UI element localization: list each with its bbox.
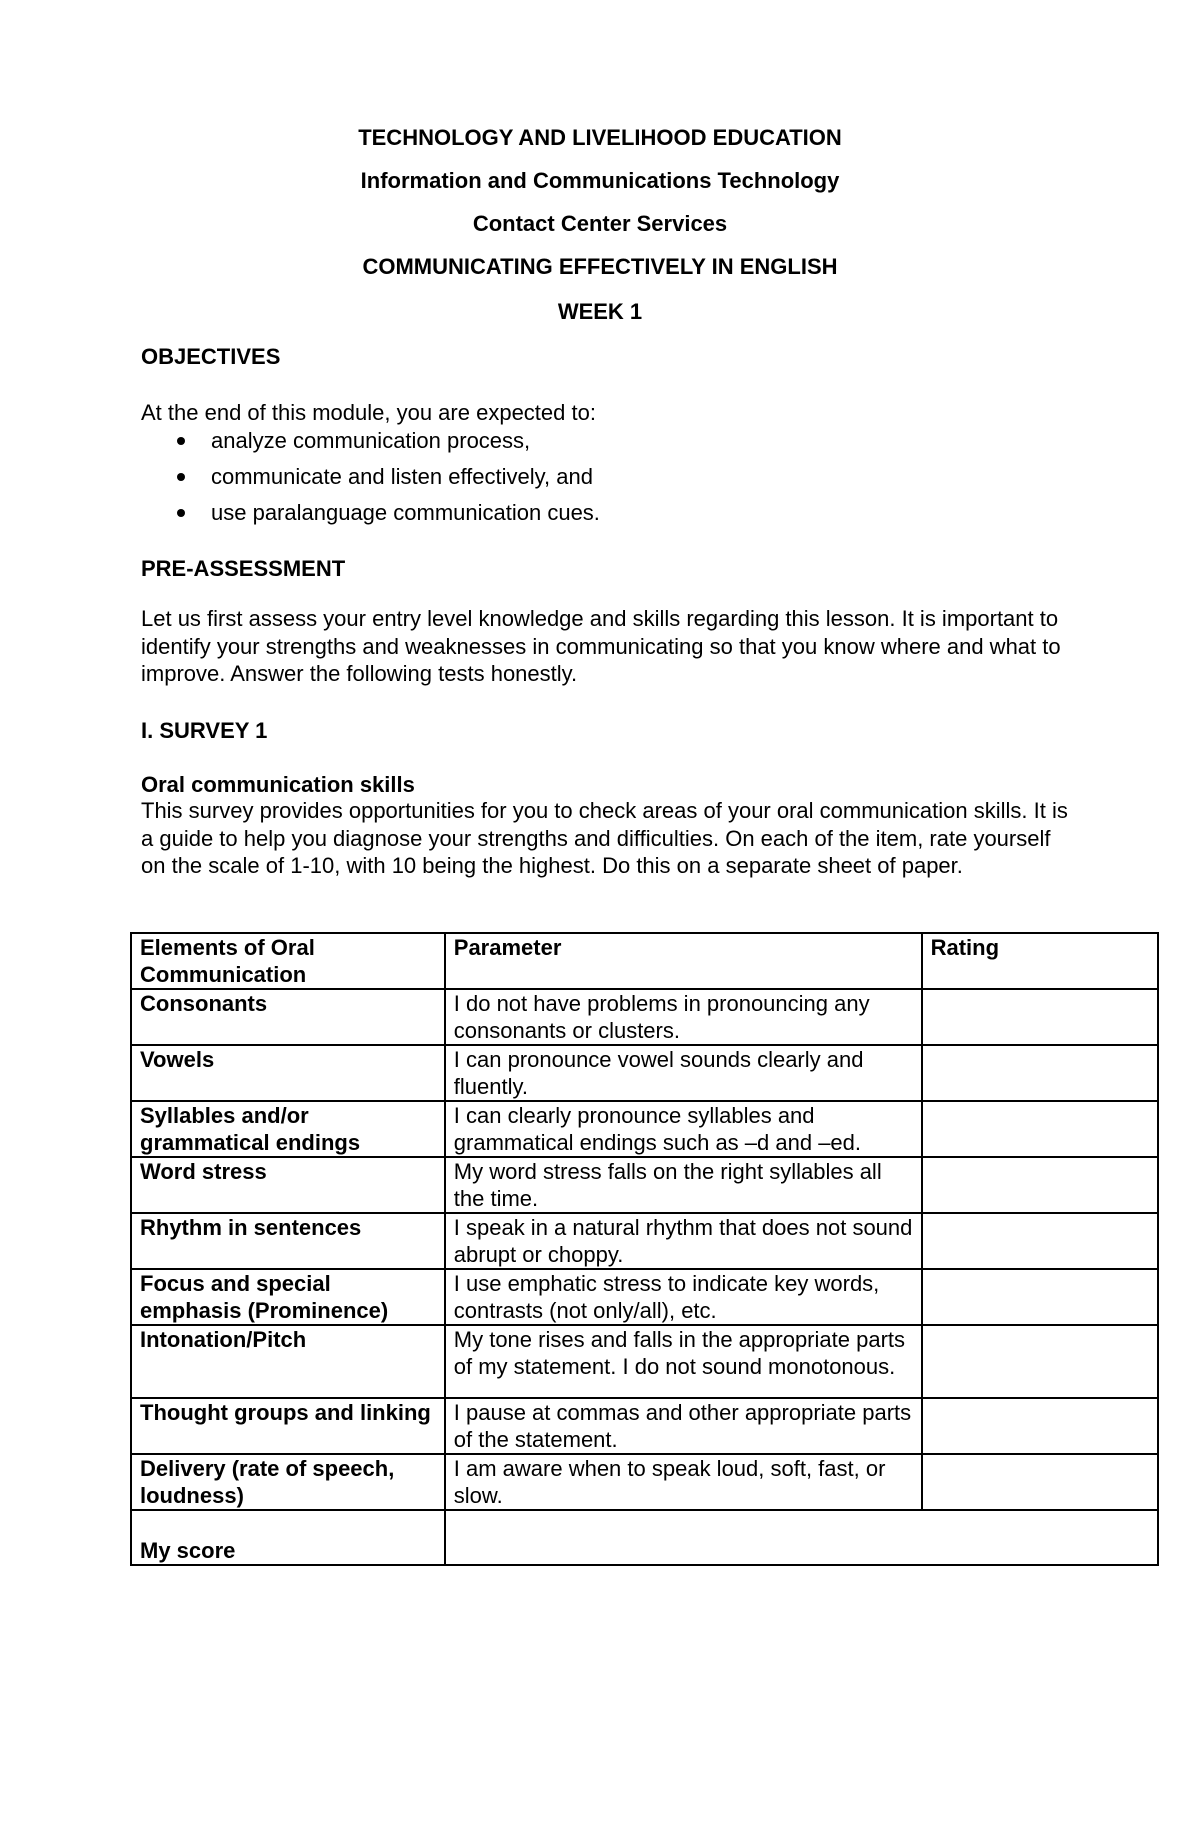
rating-cell [922, 1398, 1158, 1454]
rating-cell [922, 1325, 1158, 1398]
survey-heading: I. SURVEY 1 [141, 718, 268, 743]
table-row [131, 1157, 1158, 1213]
subject-title: TECHNOLOGY AND LIVELIHOOD EDUCATION [358, 125, 842, 150]
rating-cell [922, 1213, 1158, 1269]
rating-cell [922, 1045, 1158, 1101]
parameter-cell: My tone rises and falls in the appropriate parts of my statement. I do not sound monotonous. [445, 1325, 922, 1398]
element-cell: Delivery (rate of speech, loudness) [131, 1454, 445, 1510]
objectives-intro: At the end of this module, you are expected to: [141, 400, 596, 425]
table-header-row [131, 933, 1158, 989]
table-row [131, 1045, 1158, 1101]
column-header-parameter: Parameter [445, 933, 922, 989]
parameter-cell: I can clearly pronounce syllables and grammatical endings such as –d and –ed. [445, 1101, 922, 1157]
survey-subheading: Oral communication skills [141, 772, 415, 797]
parameter-cell: I speak in a natural rhythm that does not sound abrupt or choppy. [445, 1213, 922, 1269]
parameter-cell: My word stress falls on the right syllables all the time. [445, 1157, 922, 1213]
element-cell: Thought groups and linking [131, 1398, 445, 1454]
column-header-rating: Rating [922, 933, 1158, 989]
table-row [131, 1398, 1158, 1454]
list-item: use paralanguage communication cues. [141, 499, 600, 535]
table-row [131, 1213, 1158, 1269]
rating-cell [922, 1454, 1158, 1510]
bullet-icon [177, 509, 185, 517]
parameter-cell: I can pronounce vowel sounds clearly and fluently. [445, 1045, 922, 1101]
survey-table [130, 932, 1159, 1566]
score-label: My score [131, 1510, 445, 1565]
list-item: communicate and listen effectively, and [141, 463, 600, 499]
objectives-list [141, 427, 600, 535]
parameter-cell: I use emphatic stress to indicate key words, contrasts (not only/all), etc. [445, 1269, 922, 1325]
list-item: analyze communication process, [141, 427, 600, 463]
element-cell: Intonation/Pitch [131, 1325, 445, 1398]
score-value-cell [445, 1510, 1158, 1565]
rating-cell [922, 1101, 1158, 1157]
element-cell: Rhythm in sentences [131, 1213, 445, 1269]
rating-cell [922, 989, 1158, 1045]
table-row [131, 1101, 1158, 1157]
rating-cell [922, 1157, 1158, 1213]
table-row [131, 989, 1158, 1045]
element-cell: Word stress [131, 1157, 445, 1213]
strand-title: Information and Communications Technology [360, 168, 840, 193]
score-row [131, 1510, 1158, 1565]
bullet-icon [177, 437, 185, 445]
column-header-element: Elements of Oral Communication [131, 933, 445, 989]
table-row [131, 1325, 1158, 1398]
rating-cell [922, 1269, 1158, 1325]
table-row [131, 1454, 1158, 1510]
pre-assessment-heading: PRE-ASSESSMENT [141, 556, 346, 581]
element-cell: Focus and special emphasis (Prominence) [131, 1269, 445, 1325]
parameter-cell: I am aware when to speak loud, soft, fast, or slow. [445, 1454, 922, 1510]
element-cell: Vowels [131, 1045, 445, 1101]
week-label: WEEK 1 [557, 299, 643, 324]
specialization-title: Contact Center Services [472, 211, 728, 236]
table-row [131, 1269, 1158, 1325]
pre-assessment-text: Let us first assess your entry level knowledge and skills regarding this lesson. It is important to identify your strengths and weaknesses in communicating so that you know where and what to improve. Answer the following tests honestly. [141, 606, 1061, 686]
element-cell: Consonants [131, 989, 445, 1045]
objectives-heading: OBJECTIVES [141, 344, 281, 369]
parameter-cell: I do not have problems in pronouncing any consonants or clusters. [445, 989, 922, 1045]
parameter-cell: I pause at commas and other appropriate parts of the statement. [445, 1398, 922, 1454]
module-title: COMMUNICATING EFFECTIVELY IN ENGLISH [362, 254, 838, 279]
element-cell: Syllables and/or grammatical endings [131, 1101, 445, 1157]
bullet-icon [177, 473, 185, 481]
survey-instructions: This survey provides opportunities for you to check areas of your oral communication skills. It is a guide to help you diagnose your strengths and difficulties. On each of the item, rate yourself on the scale of 1-10, with 10 being the highest. Do this on a separate sheet of paper. [141, 798, 1068, 878]
